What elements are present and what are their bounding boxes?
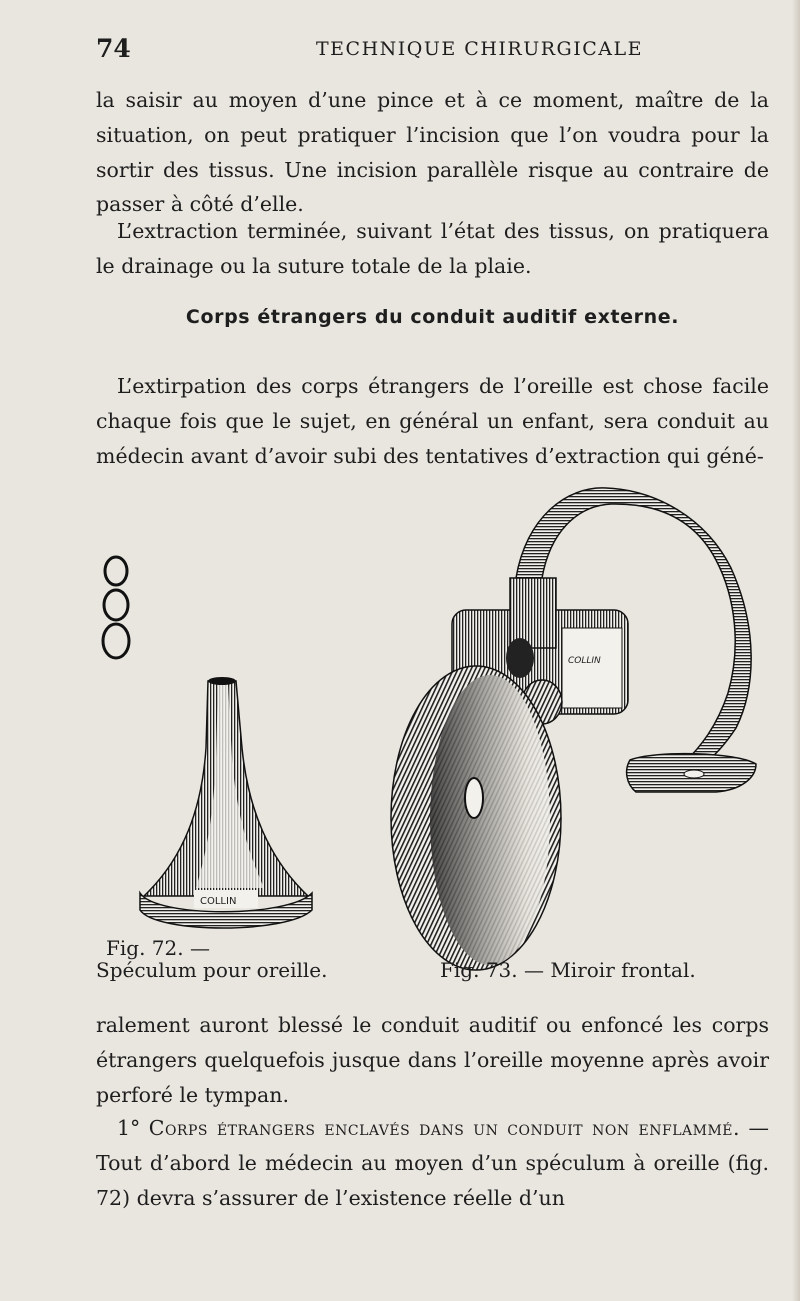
page-edge-shadow [792, 0, 800, 1301]
speculum-mark: COLLIN [200, 896, 237, 907]
paragraph-5 [96, 1111, 769, 1215]
mirror-clamp-block [510, 578, 556, 648]
paragraph-4: ralement auront blessé le conduit auditif ou enfoncé les corps étrangers quelquefois jusque dans l’oreille moyenne après avoir perforé le tympan. [96, 1013, 769, 1107]
paragraph-3: L’extirpation des corps étrangers de l’oreille est chose facile chaque fois que le sujet, en général un enfant, sera conduit au médecin avant d’avoir subi des tentatives d’extraction qui géné- [96, 374, 769, 468]
paragraph-5-number: 1° [117, 1116, 141, 1140]
fig72-speculum-drawing [103, 557, 312, 928]
paragraph-5-heading: Corps étrangers enclavés dans un conduit non enflammé. [148, 1116, 741, 1140]
fig73-frontal-mirror-drawing [391, 488, 756, 970]
fig73-label: Fig. 73. [440, 958, 518, 982]
figures-area [96, 478, 769, 998]
paragraph-2: L’extraction terminée, suivant l’état des tissus, on pratiquera le drainage ou la suture totale de la plaie. [96, 219, 769, 278]
speculum-tip [208, 677, 236, 685]
page-number: 74 [96, 34, 131, 63]
paragraph-1: la saisir au moyen d’une pince et à ce moment, maître de la situation, on peut pratiquer l’incision que l’on voudra pour la sortir des tissus. Une incision parallèle risque au contraire de passer à côté d’elle. [96, 88, 769, 217]
speculum-ring-small [105, 557, 127, 585]
mirror-headband-hole [684, 770, 704, 778]
speculum-ring-large [103, 624, 129, 658]
running-head [96, 34, 766, 64]
paragraph-5-text: — Tout d’abord le médecin au moyen d’un spéculum à oreille (fig. 72) devra s’assurer de l’existence réelle d’un [96, 1116, 769, 1210]
figures-illustration [96, 478, 769, 998]
fig72-label: Fig. 72. — [106, 936, 210, 960]
speculum-ring-medium [104, 590, 128, 620]
mirror-clamp-label-plate [562, 628, 622, 708]
fig73-caption: — Miroir frontal. [517, 958, 696, 982]
running-title: TECHNIQUE CHIRURGICALE [316, 38, 643, 60]
mirror-mark: COLLIN [568, 656, 601, 666]
fig72-caption: Spéculum pour oreille. [96, 958, 328, 982]
fig73-caption-line [440, 958, 696, 982]
mirror-center-hole [465, 778, 483, 818]
section-title: Corps étrangers du conduit auditif externe. [185, 306, 680, 328]
mirror-disc-face [430, 675, 550, 965]
mirror-screw [506, 638, 534, 678]
